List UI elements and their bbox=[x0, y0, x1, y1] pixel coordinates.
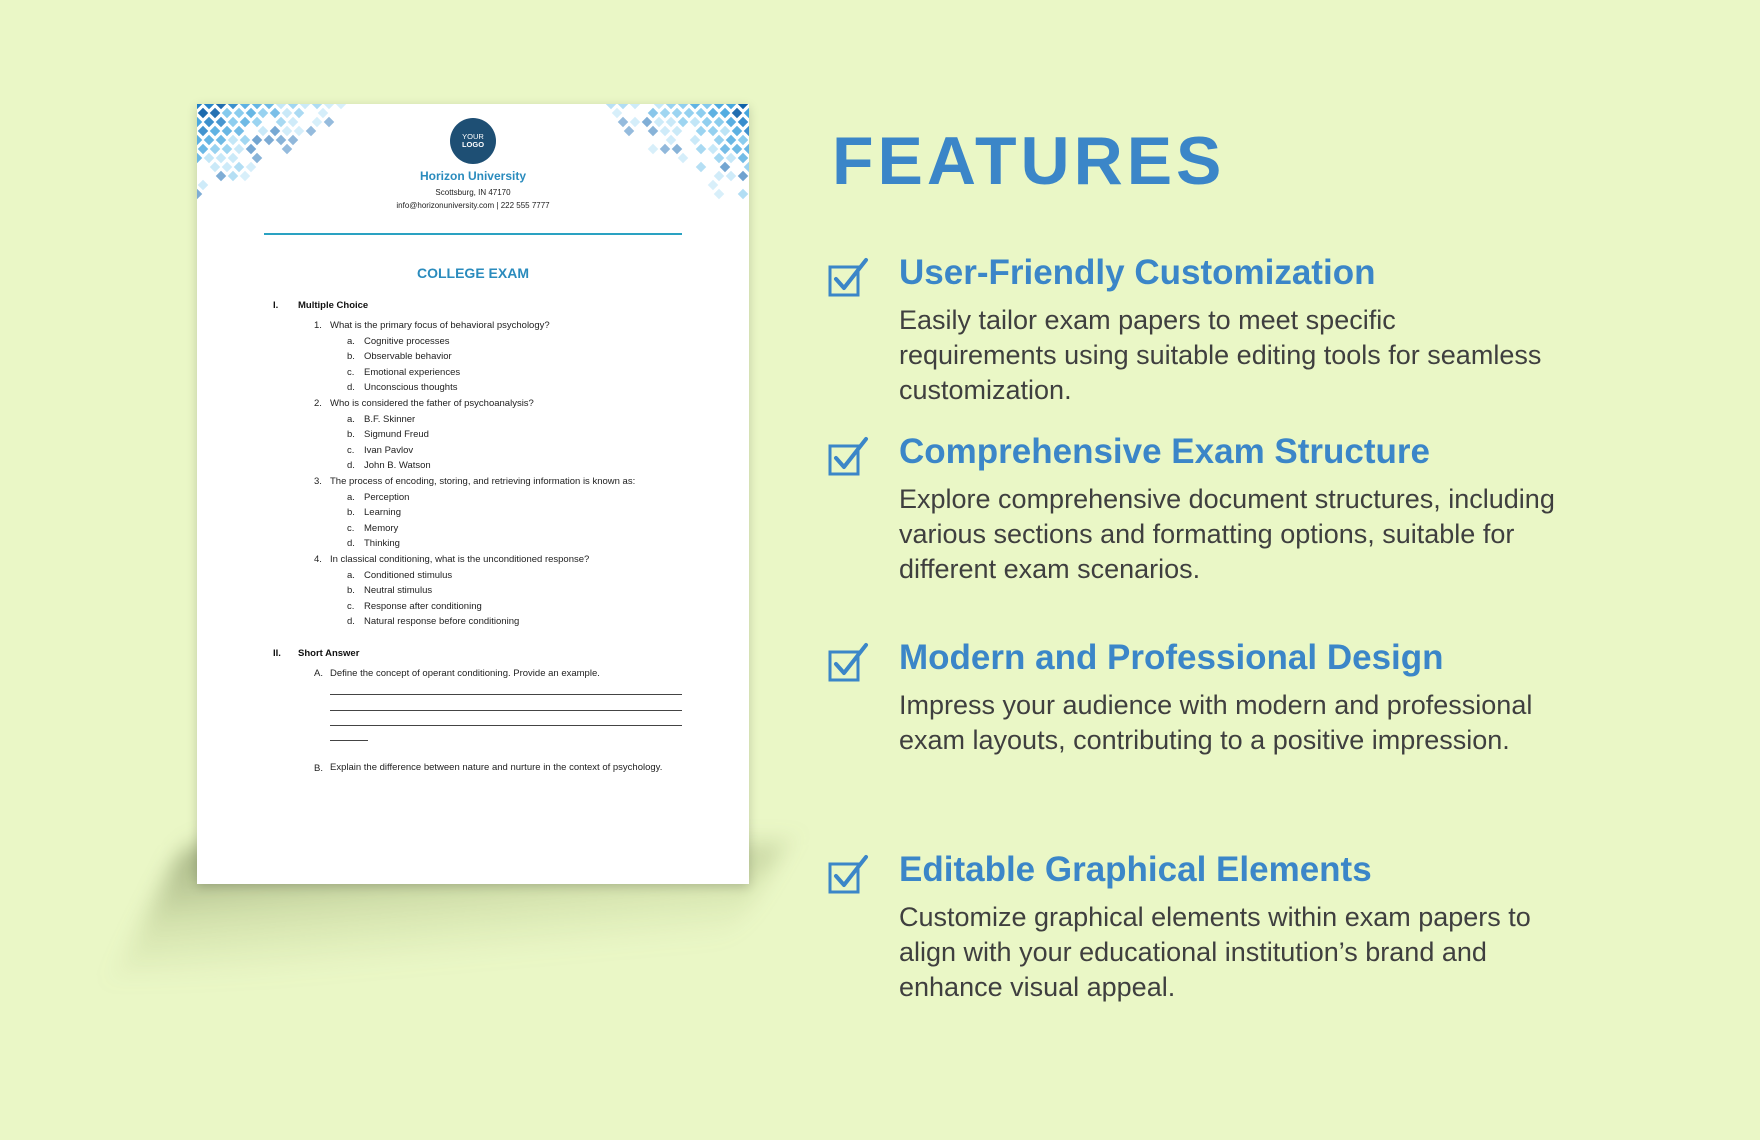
mosaic-tile bbox=[318, 108, 329, 119]
mosaic-tile bbox=[648, 144, 659, 155]
option-letter: c. bbox=[347, 601, 355, 612]
option-text: Ivan Pavlov bbox=[364, 445, 414, 456]
mosaic-tile bbox=[294, 126, 305, 137]
option-letter: c. bbox=[347, 445, 355, 456]
mosaic-tile bbox=[606, 104, 617, 109]
section-heading-short-answer bbox=[273, 648, 359, 659]
question-item bbox=[314, 668, 714, 679]
mosaic-tile bbox=[264, 135, 275, 146]
exam-paper-preview bbox=[197, 104, 749, 884]
option-letter: b. bbox=[347, 585, 355, 596]
mosaic-tile bbox=[678, 104, 689, 109]
mosaic-tile bbox=[204, 153, 215, 164]
mosaic-tile bbox=[228, 117, 239, 128]
answer-option bbox=[347, 382, 457, 393]
mosaic-tile bbox=[276, 104, 287, 109]
mosaic-tile bbox=[738, 153, 749, 164]
mosaic-tile bbox=[228, 135, 239, 146]
option-letter: b. bbox=[347, 507, 355, 518]
mosaic-tile bbox=[197, 153, 202, 164]
answer-option bbox=[347, 460, 431, 471]
checkbox-checked-icon bbox=[828, 257, 870, 297]
option-text: B.F. Skinner bbox=[364, 414, 416, 425]
mosaic-tile bbox=[732, 126, 743, 137]
mosaic-tile bbox=[216, 135, 227, 146]
section-title: Short Answer bbox=[298, 648, 360, 659]
option-letter: c. bbox=[347, 367, 355, 378]
question-text: The process of encoding, storing, and retrieving information is known as: bbox=[330, 476, 636, 487]
checkbox-checked-icon bbox=[828, 854, 870, 894]
header-divider bbox=[264, 233, 682, 235]
mosaic-tile bbox=[282, 144, 293, 155]
mosaic-tile bbox=[690, 117, 701, 128]
mosaic-tile bbox=[678, 153, 689, 164]
mosaic-tile bbox=[708, 108, 719, 119]
mosaic-tile bbox=[198, 126, 209, 137]
mosaic-tile bbox=[288, 135, 299, 146]
mosaic-tile bbox=[744, 108, 749, 119]
answer-option bbox=[347, 445, 413, 456]
mosaic-tile bbox=[660, 126, 671, 137]
mosaic-tile bbox=[690, 135, 701, 146]
mosaic-tile bbox=[714, 104, 725, 109]
mosaic-tile bbox=[252, 135, 263, 146]
option-text: Sigmund Freud bbox=[364, 429, 429, 440]
university-address: Scottsburg, IN 47170 bbox=[435, 188, 511, 197]
mosaic-tile bbox=[630, 104, 641, 109]
mosaic-tile bbox=[672, 108, 683, 119]
mosaic-tile bbox=[714, 135, 725, 146]
mosaic-tile bbox=[744, 144, 749, 155]
mosaic-tile bbox=[696, 126, 707, 137]
mosaic-tile bbox=[234, 144, 245, 155]
mosaic-tile bbox=[714, 153, 725, 164]
mosaic-tile bbox=[642, 117, 653, 128]
mosaic-tile bbox=[228, 153, 239, 164]
mosaic-tile bbox=[282, 108, 293, 119]
option-letter: c. bbox=[347, 523, 355, 534]
mosaic-tile bbox=[654, 104, 665, 109]
answer-option bbox=[347, 507, 401, 518]
question-item bbox=[314, 476, 694, 487]
mosaic-tile bbox=[258, 108, 269, 119]
mosaic-tile bbox=[720, 108, 731, 119]
mosaic-tile bbox=[216, 117, 227, 128]
mosaic-tile bbox=[726, 135, 737, 146]
mosaic-tile bbox=[198, 144, 209, 155]
mosaic-tile bbox=[324, 104, 335, 109]
mosaic-tile bbox=[294, 108, 305, 119]
mosaic-tile bbox=[624, 126, 635, 137]
question-number: 1. bbox=[314, 320, 322, 331]
question-text: Explain the difference between nature and nurture in the context of psychology. bbox=[330, 762, 663, 773]
question-number: B. bbox=[314, 763, 323, 774]
answer-option bbox=[347, 492, 409, 503]
mosaic-tile bbox=[264, 104, 275, 109]
mosaic-tile bbox=[240, 104, 251, 109]
section-title: Multiple Choice bbox=[298, 300, 369, 311]
answer-option bbox=[347, 351, 452, 362]
question-item bbox=[314, 320, 694, 331]
mosaic-tile bbox=[222, 108, 233, 119]
mosaic-tile bbox=[726, 104, 737, 109]
answer-option bbox=[347, 616, 519, 627]
mosaic-tile bbox=[732, 144, 743, 155]
mosaic-tile bbox=[648, 108, 659, 119]
answer-option bbox=[347, 429, 429, 440]
answer-option bbox=[347, 336, 450, 347]
option-letter: a. bbox=[347, 492, 355, 503]
mosaic-tile bbox=[276, 135, 287, 146]
mosaic-tile bbox=[197, 104, 202, 109]
mosaic-tile bbox=[306, 126, 317, 137]
checkbox-checked-icon bbox=[828, 436, 870, 476]
university-name: Horizon University bbox=[419, 169, 527, 183]
option-letter: d. bbox=[347, 616, 355, 627]
feature-title: Comprehensive Exam Structure bbox=[899, 432, 1431, 471]
feature-title: User-Friendly Customization bbox=[899, 253, 1376, 292]
question-item bbox=[314, 554, 694, 565]
mosaic-tile bbox=[204, 135, 215, 146]
option-letter: a. bbox=[347, 414, 355, 425]
option-letter: d. bbox=[347, 382, 355, 393]
mosaic-tile bbox=[216, 104, 227, 109]
mosaic-tile bbox=[216, 153, 227, 164]
mosaic-tile bbox=[684, 108, 695, 119]
option-letter: d. bbox=[347, 460, 355, 471]
question-text: Define the concept of operant conditioning. Provide an example. bbox=[330, 668, 600, 679]
question-text: Who is considered the father of psychoanalysis? bbox=[330, 398, 534, 409]
option-text: Learning bbox=[364, 507, 401, 518]
feature-title: Modern and Professional Design bbox=[899, 638, 1444, 677]
mosaic-tile bbox=[732, 108, 743, 119]
mosaic-tile bbox=[246, 108, 257, 119]
answer-option bbox=[347, 570, 452, 581]
option-letter: a. bbox=[347, 570, 355, 581]
mosaic-tile bbox=[678, 117, 689, 128]
section-heading-multiple-choice bbox=[273, 300, 368, 311]
mosaic-tile bbox=[252, 117, 263, 128]
mosaic-tile bbox=[336, 104, 347, 109]
mosaic-tile bbox=[618, 117, 629, 128]
mosaic-tile bbox=[270, 108, 281, 119]
mosaic-tile bbox=[696, 108, 707, 119]
feature-description: Impress your audience with modern and professional exam layouts, contributing to a positive impression. bbox=[899, 690, 1533, 755]
mosaic-tile bbox=[612, 108, 623, 119]
answer-option bbox=[347, 601, 482, 612]
mosaic-tile bbox=[234, 126, 245, 137]
mosaic-tile bbox=[720, 144, 731, 155]
mosaic-tile bbox=[240, 117, 251, 128]
question-number: 2. bbox=[314, 398, 322, 409]
mosaic-tile bbox=[222, 144, 233, 155]
mosaic-tile bbox=[648, 126, 659, 137]
mosaic-tile bbox=[246, 144, 257, 155]
feature-description: Explore comprehensive document structures, including various sections and formatting options, suitable for different exam scenarios. bbox=[899, 484, 1555, 584]
mosaic-tile bbox=[726, 153, 737, 164]
exam-title: COLLEGE EXAM bbox=[416, 265, 529, 281]
feature-description: Easily tailor exam papers to meet specific requirements using suitable editing tools for seamless customization. bbox=[899, 305, 1542, 405]
mosaic-tile bbox=[696, 144, 707, 155]
mosaic-tile bbox=[654, 117, 665, 128]
option-text: Emotional experiences bbox=[364, 367, 461, 378]
section-number: I. bbox=[273, 300, 279, 311]
mosaic-tile bbox=[618, 104, 629, 109]
mosaic-tile bbox=[288, 117, 299, 128]
logo-text-line2: LOGO bbox=[461, 140, 485, 149]
mosaic-tile bbox=[240, 135, 251, 146]
mosaic-tile bbox=[210, 144, 221, 155]
mosaic-tile bbox=[660, 144, 671, 155]
option-letter: d. bbox=[347, 538, 355, 549]
mosaic-tile bbox=[312, 104, 323, 109]
answer-line bbox=[330, 740, 368, 741]
logo-placeholder bbox=[450, 118, 496, 164]
mosaic-tile bbox=[204, 104, 215, 109]
feature-title: Editable Graphical Elements bbox=[899, 850, 1372, 889]
mosaic-tile bbox=[234, 108, 245, 119]
mosaic-tile bbox=[276, 117, 287, 128]
option-text: Thinking bbox=[364, 538, 400, 549]
mosaic-tile bbox=[288, 104, 299, 109]
question-text: What is the primary focus of behavioral psychology? bbox=[330, 320, 550, 331]
option-text: Natural response before conditioning bbox=[364, 616, 520, 627]
answer-line bbox=[330, 725, 682, 726]
option-text: John B. Watson bbox=[364, 460, 431, 471]
question-text: In classical conditioning, what is the unconditioned response? bbox=[330, 554, 590, 565]
mosaic-tile bbox=[210, 108, 221, 119]
option-text: Observable behavior bbox=[364, 351, 452, 362]
mosaic-tile bbox=[197, 117, 202, 128]
option-text: Perception bbox=[364, 492, 410, 503]
mosaic-tile bbox=[702, 117, 713, 128]
mosaic-tile bbox=[708, 144, 719, 155]
option-letter: a. bbox=[347, 336, 355, 347]
question-number: 3. bbox=[314, 476, 322, 487]
mosaic-tile bbox=[666, 135, 677, 146]
option-text: Neutral stimulus bbox=[364, 585, 433, 596]
mosaic-tile bbox=[738, 104, 749, 109]
option-text: Cognitive processes bbox=[364, 336, 450, 347]
question-number: 4. bbox=[314, 554, 322, 565]
mosaic-tile bbox=[714, 117, 725, 128]
mosaic-tile bbox=[630, 117, 641, 128]
answer-option bbox=[347, 367, 460, 378]
option-text: Memory bbox=[364, 523, 399, 534]
option-text: Response after conditioning bbox=[364, 601, 482, 612]
mosaic-tile bbox=[210, 126, 221, 137]
mosaic-tile bbox=[726, 117, 737, 128]
answer-option bbox=[347, 414, 415, 425]
mosaic-tile bbox=[720, 126, 731, 137]
mosaic-corner-right-decoration bbox=[599, 104, 749, 214]
logo-text-line1: YOUR bbox=[462, 132, 484, 141]
mosaic-tile bbox=[702, 104, 713, 109]
mosaic-tile bbox=[222, 126, 233, 137]
mosaic-corner-left-decoration bbox=[197, 104, 347, 214]
question-number: A. bbox=[314, 668, 323, 679]
mosaic-tile bbox=[672, 144, 683, 155]
checkbox-checked-icon bbox=[828, 642, 870, 682]
mosaic-tile bbox=[252, 104, 263, 109]
option-letter: b. bbox=[347, 429, 355, 440]
question-item bbox=[314, 398, 694, 409]
mosaic-tile bbox=[197, 135, 202, 146]
mosaic-tile bbox=[738, 117, 749, 128]
answer-option bbox=[347, 585, 432, 596]
university-contact: info@horizonuniversity.com | 222 555 7777 bbox=[396, 201, 550, 210]
mosaic-tile bbox=[690, 104, 701, 109]
mosaic-tile bbox=[672, 126, 683, 137]
option-text: Unconscious thoughts bbox=[364, 382, 458, 393]
mosaic-tile bbox=[324, 117, 335, 128]
option-letter: b. bbox=[347, 351, 355, 362]
mosaic-tile bbox=[252, 153, 263, 164]
mosaic-tile bbox=[258, 126, 269, 137]
features-heading: FEATURES bbox=[832, 123, 1226, 199]
mosaic-tile bbox=[312, 117, 323, 128]
answer-line bbox=[330, 710, 682, 711]
answer-line bbox=[330, 694, 682, 695]
mosaic-tile bbox=[300, 104, 311, 109]
mosaic-tile bbox=[744, 126, 749, 137]
mosaic-tile bbox=[198, 108, 209, 119]
answer-option bbox=[347, 523, 398, 534]
mosaic-tile bbox=[738, 135, 749, 146]
mosaic-tile bbox=[270, 126, 281, 137]
option-text: Conditioned stimulus bbox=[364, 570, 453, 581]
mosaic-tile bbox=[660, 108, 671, 119]
feature-description: Customize graphical elements within exam papers to align with your educational institution’s brand and enhance visual appeal. bbox=[899, 902, 1531, 1002]
mosaic-tile bbox=[666, 117, 677, 128]
mosaic-tile bbox=[282, 126, 293, 137]
mosaic-tile bbox=[708, 126, 719, 137]
mosaic-tile bbox=[228, 104, 239, 109]
answer-option bbox=[347, 538, 400, 549]
section-number: II. bbox=[273, 648, 281, 659]
mosaic-tile bbox=[204, 117, 215, 128]
mosaic-tile bbox=[666, 104, 677, 109]
